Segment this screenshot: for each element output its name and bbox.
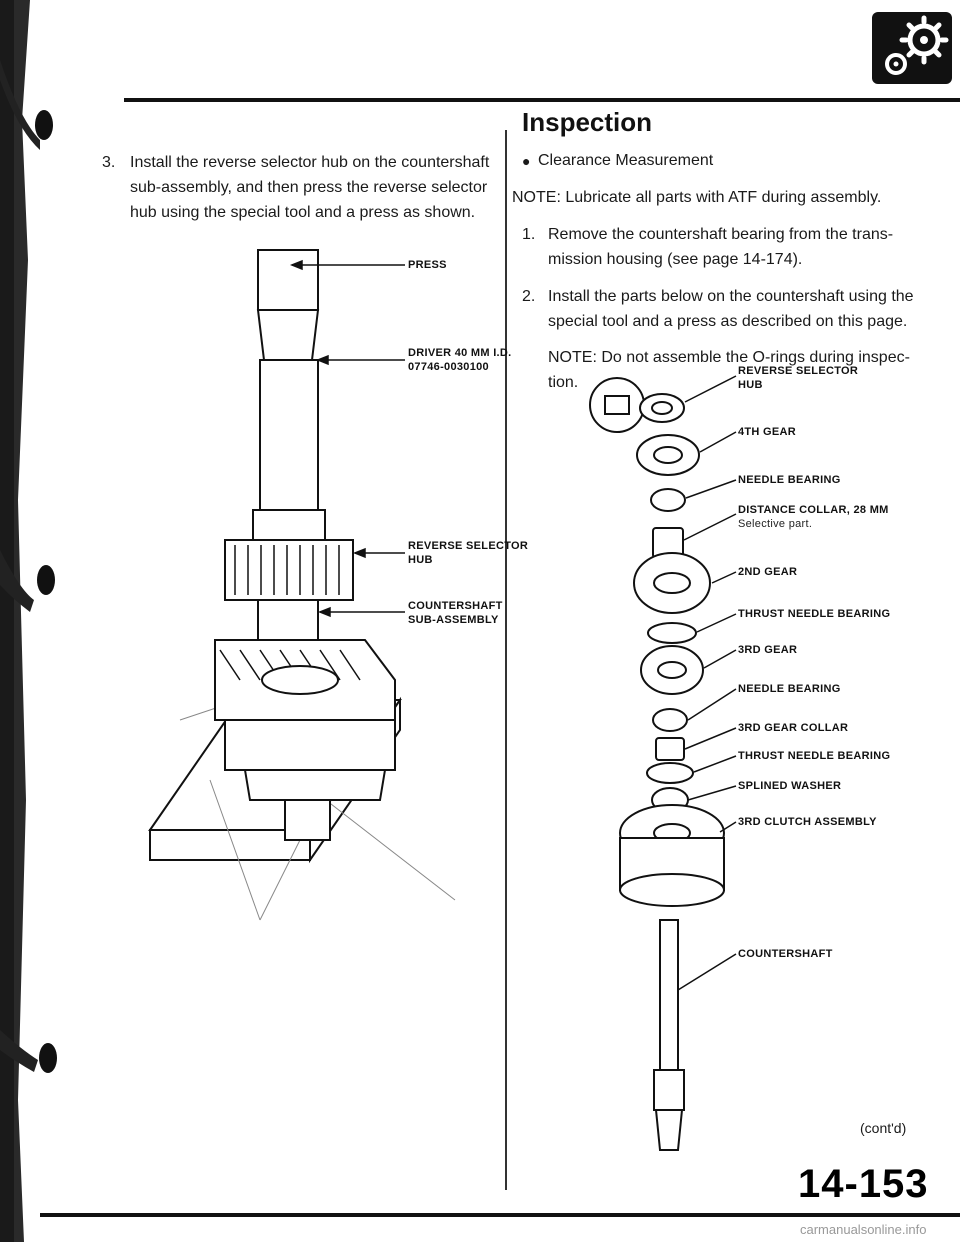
step-2-line-1: Install the parts below on the countershaft using the <box>548 288 914 305</box>
top-rule <box>124 98 960 102</box>
part-4th-gear: 4TH GEAR <box>738 426 797 438</box>
exploded-parts-illustration <box>590 378 724 1150</box>
callout-hub-line1: REVERSE SELECTOR <box>408 540 529 552</box>
part-reverse-selector-hub-2: HUB <box>738 379 763 391</box>
bullet-dot: ● <box>522 153 531 169</box>
part-splined-washer: SPLINED WASHER <box>738 780 842 792</box>
step-3-line-2: sub-assembly, and then press the reverse selector <box>130 179 488 196</box>
callout-driver-line2: 07746-0030100 <box>408 361 489 373</box>
part-reverse-selector-hub-1: REVERSE SELECTOR <box>738 365 859 377</box>
binding-edge <box>0 0 57 1242</box>
part-needle-bearing-2: NEEDLE BEARING <box>738 683 841 695</box>
section-heading: Inspection <box>522 107 653 137</box>
part-distance-collar-note: Selective part. <box>738 518 813 530</box>
part-2nd-gear: 2ND GEAR <box>738 566 798 578</box>
footer-watermark: carmanualsonline.info <box>800 1222 927 1237</box>
page-number: 14-153 <box>798 1162 929 1206</box>
part-countershaft: COUNTERSHAFT <box>738 948 833 960</box>
gears-icon <box>872 12 952 84</box>
callout-sub-line2: SUB-ASSEMBLY <box>408 614 499 626</box>
callout-hub-line2: HUB <box>408 554 433 566</box>
part-thrust-needle-bearing-2: THRUST NEEDLE BEARING <box>738 750 891 762</box>
continued-note: (cont'd) <box>860 1120 907 1136</box>
note-o-rings-line-1: NOTE: Do not assemble the O-rings during inspec- <box>548 349 910 366</box>
step-3-line-1: Install the reverse selector hub on the countershaft <box>130 154 490 171</box>
column-divider <box>505 130 507 1190</box>
part-thrust-needle-bearing-1: THRUST NEEDLE BEARING <box>738 608 891 620</box>
callout-driver-line1: DRIVER 40 MM I.D. <box>408 347 512 359</box>
part-distance-collar: DISTANCE COLLAR, 28 MM <box>738 504 889 516</box>
step-1-number: 1. <box>522 226 536 243</box>
part-needle-bearing-1: NEEDLE BEARING <box>738 474 841 486</box>
part-3rd-clutch-assembly: 3RD CLUTCH ASSEMBLY <box>738 816 877 828</box>
callout-sub-line1: COUNTERSHAFT <box>408 600 503 612</box>
part-3rd-gear-collar: 3RD GEAR COLLAR <box>738 722 849 734</box>
step-1-line-1: Remove the countershaft bearing from the trans- <box>548 226 894 243</box>
bullet-clearance: Clearance Measurement <box>538 152 714 169</box>
step-3-number: 3. <box>102 154 116 171</box>
step-3-line-3: hub using the special tool and a press as shown. <box>130 204 476 221</box>
step-1-line-2: mission housing (see page 14-174). <box>548 251 803 268</box>
note-lubricate: NOTE: Lubricate all parts with ATF during assembly. <box>512 189 882 206</box>
part-3rd-gear: 3RD GEAR <box>738 644 798 656</box>
bottom-rule <box>40 1213 960 1217</box>
note-o-rings-line-2: tion. <box>548 374 579 391</box>
callout-press: PRESS <box>408 259 447 271</box>
step-2-line-2: special tool and a press as described on this page. <box>548 313 908 330</box>
step-2-number: 2. <box>522 288 536 305</box>
